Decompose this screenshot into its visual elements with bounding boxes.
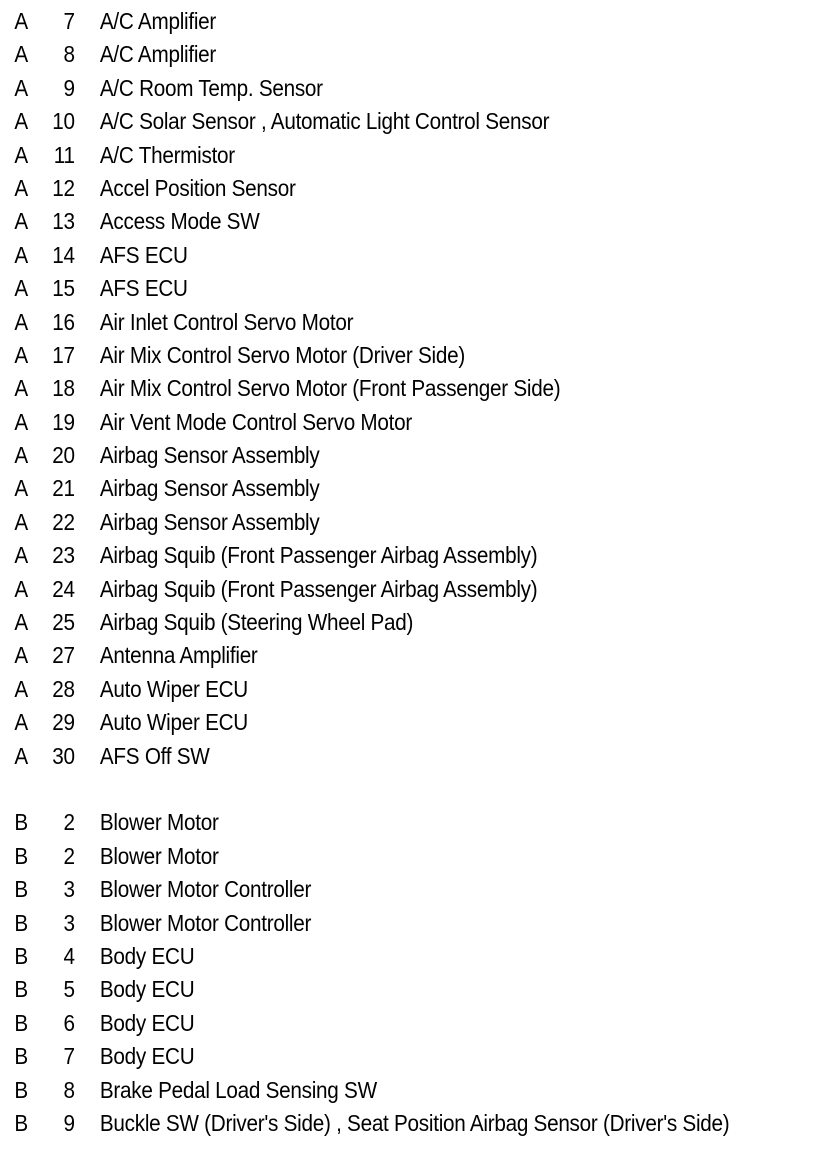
- group-code: A: [14, 408, 28, 435]
- component-name: AFS ECU: [99, 241, 188, 268]
- group-code: A: [14, 141, 28, 168]
- component-name: AFS ECU: [99, 275, 188, 302]
- connector-number: 21: [52, 475, 75, 502]
- list-item: [0, 606, 749, 639]
- connector-number: 14: [52, 241, 75, 268]
- list-item: [0, 72, 749, 105]
- list-item: [0, 1074, 749, 1107]
- connector-number: 23: [52, 542, 75, 569]
- list-item: [0, 639, 749, 672]
- component-name: Air Inlet Control Servo Motor: [99, 308, 354, 335]
- list-item: [0, 907, 749, 940]
- connector-number: 7: [63, 8, 75, 34]
- group-code: B: [14, 1076, 28, 1103]
- group-code: A: [14, 575, 28, 602]
- component-name: Air Mix Control Servo Motor (Front Passenger Side): [99, 375, 561, 402]
- group-code: B: [14, 842, 28, 869]
- list-item: [0, 840, 749, 873]
- group-code: B: [14, 809, 28, 836]
- connector-number: 7: [63, 1043, 75, 1070]
- list-item: [0, 105, 749, 138]
- group-code: B: [14, 942, 28, 969]
- group-code: A: [14, 542, 28, 569]
- list-item: [0, 573, 749, 606]
- list-item: [0, 973, 749, 1006]
- group-code: A: [14, 174, 28, 201]
- component-name: Blower Motor: [99, 809, 219, 836]
- connector-number: 17: [52, 341, 75, 368]
- component-name: Buckle SW (Driver's Side) , Seat Position Airbag Sensor (Driver's Side): [99, 1109, 730, 1136]
- list-item: [0, 539, 749, 572]
- component-name: Airbag Sensor Assembly: [99, 475, 320, 502]
- connector-number: 9: [63, 1109, 75, 1136]
- group-code: A: [14, 108, 28, 135]
- connector-number: 2: [63, 809, 75, 836]
- list-item: [0, 172, 749, 205]
- group-code: B: [14, 1109, 28, 1136]
- list-item: [0, 306, 749, 339]
- component-name: Blower Motor Controller: [99, 909, 312, 936]
- list-item: [0, 740, 749, 773]
- list-item: [0, 1007, 749, 1040]
- group-code: A: [14, 241, 28, 268]
- connector-number: 15: [52, 275, 75, 302]
- list-item: [0, 1107, 749, 1140]
- list-item: [0, 372, 749, 405]
- component-name: Airbag Squib (Front Passenger Airbag Assembly): [99, 542, 538, 569]
- connector-number: 10: [52, 108, 75, 135]
- component-name: Airbag Sensor Assembly: [99, 442, 320, 469]
- component-name: Air Mix Control Servo Motor (Driver Side): [99, 341, 465, 368]
- list-item: [0, 272, 749, 305]
- list-item: [0, 1040, 749, 1073]
- group-code: A: [14, 375, 28, 402]
- component-name: Body ECU: [99, 1043, 195, 1070]
- list-item: [0, 472, 749, 505]
- component-name: A/C Amplifier: [99, 8, 217, 34]
- group-code: A: [14, 74, 28, 101]
- group-code: A: [14, 442, 28, 469]
- list-item: [0, 406, 749, 439]
- component-name: A/C Thermistor: [99, 141, 235, 168]
- component-name: Body ECU: [99, 976, 195, 1003]
- list-item: [0, 706, 749, 739]
- group-code: A: [14, 341, 28, 368]
- group-code: A: [14, 41, 28, 68]
- group-code: A: [14, 609, 28, 636]
- group-code: A: [14, 308, 28, 335]
- component-name: Airbag Squib (Front Passenger Airbag Assembly): [99, 575, 538, 602]
- component-name: A/C Solar Sensor , Automatic Light Control Sensor: [99, 108, 550, 135]
- connector-number: 25: [52, 609, 75, 636]
- component-name: Blower Motor: [99, 842, 219, 869]
- group-code: B: [14, 976, 28, 1003]
- connector-number: 12: [52, 174, 75, 201]
- list-item: [0, 439, 749, 472]
- list-item: [0, 38, 749, 71]
- group-code: A: [14, 642, 28, 669]
- group-code: A: [14, 742, 28, 769]
- group-code: B: [14, 1043, 28, 1070]
- component-name: A/C Amplifier: [99, 41, 217, 68]
- component-name: AFS Off SW: [99, 742, 210, 769]
- group-code: A: [14, 675, 28, 702]
- connector-number: 28: [52, 675, 75, 702]
- connector-number: 27: [52, 642, 75, 669]
- group-code: B: [14, 909, 28, 936]
- connector-number: 8: [63, 1076, 75, 1103]
- connector-number: 30: [52, 742, 75, 769]
- component-name: Blower Motor Controller: [99, 876, 312, 903]
- group-code: A: [14, 275, 28, 302]
- list-item: [0, 873, 749, 906]
- connector-number: 4: [63, 942, 75, 969]
- component-name: A/C Room Temp. Sensor: [99, 74, 323, 101]
- connector-number: 20: [52, 442, 75, 469]
- group-code: B: [14, 1009, 28, 1036]
- group-code: B: [14, 876, 28, 903]
- list-item: [0, 806, 749, 839]
- connector-number: 3: [63, 876, 75, 903]
- connector-number: 24: [52, 575, 75, 602]
- component-name: Body ECU: [99, 1009, 195, 1036]
- component-name: Auto Wiper ECU: [99, 675, 248, 702]
- component-name: Air Vent Mode Control Servo Motor: [99, 408, 412, 435]
- component-list: [0, 5, 832, 1140]
- group-spacer: [0, 773, 832, 806]
- group-code: A: [14, 208, 28, 235]
- connector-number: 2: [63, 842, 75, 869]
- group-code: A: [14, 709, 28, 736]
- component-name: Auto Wiper ECU: [99, 709, 248, 736]
- component-name: Airbag Squib (Steering Wheel Pad): [99, 609, 414, 636]
- connector-number: 13: [52, 208, 75, 235]
- group-code: A: [14, 508, 28, 535]
- list-item: [0, 940, 749, 973]
- connector-number: 16: [52, 308, 75, 335]
- connector-number: 19: [52, 408, 75, 435]
- connector-number: 8: [63, 41, 75, 68]
- component-name: Body ECU: [99, 942, 195, 969]
- group-code: A: [14, 475, 28, 502]
- component-name: Brake Pedal Load Sensing SW: [99, 1076, 377, 1103]
- connector-number: 3: [63, 909, 75, 936]
- list-item: [0, 339, 749, 372]
- list-item: [0, 506, 749, 539]
- connector-number: 18: [52, 375, 75, 402]
- component-name: Airbag Sensor Assembly: [99, 508, 320, 535]
- list-item: [0, 673, 749, 706]
- connector-number: 29: [52, 709, 75, 736]
- list-item: [0, 205, 749, 238]
- connector-number: 6: [63, 1009, 75, 1036]
- connector-number: 11: [53, 141, 75, 168]
- connector-number: 5: [63, 976, 75, 1003]
- connector-number: 9: [63, 74, 75, 101]
- list-item: [0, 239, 749, 272]
- connector-number: 22: [52, 508, 75, 535]
- group-code: A: [14, 8, 28, 34]
- component-name: Antenna Amplifier: [99, 642, 258, 669]
- component-name: Accel Position Sensor: [99, 174, 296, 201]
- component-name: Access Mode SW: [99, 208, 260, 235]
- list-item: [0, 139, 749, 172]
- list-item: [0, 5, 749, 38]
